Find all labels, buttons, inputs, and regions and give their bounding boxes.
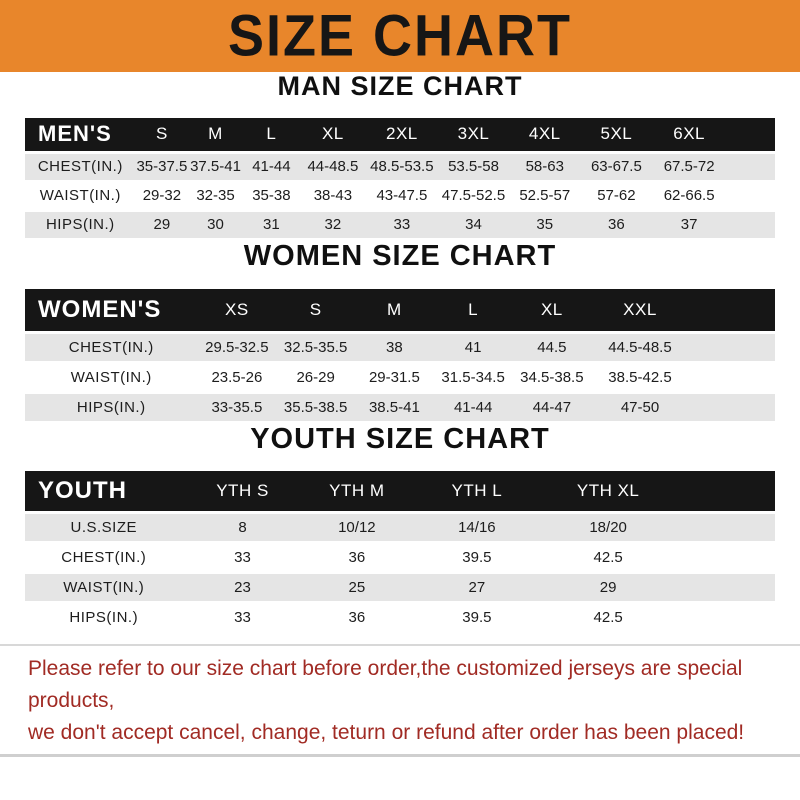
spacer-cell [689,364,775,391]
spacer-cell [674,574,775,601]
spacer-cell [674,471,775,511]
women-section-heading: WOMEN SIZE CHART [243,239,557,272]
row-label: WAIST(IN.) [25,574,183,601]
size-cell: 44.5-48.5 [591,334,689,361]
row-label: WAIST(IN.) [25,183,136,209]
men-col-4xl: 4XL [509,118,580,151]
size-cell: 23 [183,574,303,601]
row-label: U.S.SIZE [25,514,183,541]
size-cell: 42.5 [543,604,674,631]
size-cell: 23.5-26 [198,364,277,391]
size-cell: 29-31.5 [355,364,434,391]
men-col-2xl: 2XL [366,118,438,151]
women-col-xl: XL [513,289,592,331]
size-cell: 39.5 [411,604,542,631]
row-label: HIPS(IN.) [25,394,198,421]
men-col-m: M [188,118,243,151]
men-table-title: MEN'S [25,118,136,151]
size-cell: 10/12 [303,514,412,541]
size-cell: 33 [183,544,303,571]
size-cell: 38.5-41 [355,394,434,421]
men-col-5xl: 5XL [580,118,652,151]
youth-size-table [25,468,775,634]
men-size-table [25,115,775,241]
youth-col-s: YTH S [183,471,303,511]
men-waist-row [25,183,775,209]
size-cell: 26-29 [276,364,355,391]
women-col-xs: XS [198,289,277,331]
women-col-m: M [355,289,434,331]
size-cell: 36 [303,604,412,631]
size-cell: 58-63 [509,154,580,180]
youth-col-xl: YTH XL [543,471,674,511]
spacer-cell [674,544,775,571]
size-cell: 39.5 [411,544,542,571]
size-cell: 18/20 [543,514,674,541]
men-hips-row [25,212,775,238]
spacer-cell [726,118,775,151]
size-cell: 14/16 [411,514,542,541]
row-label: CHEST(IN.) [25,334,198,361]
man-section-heading: MAN SIZE CHART [277,71,523,101]
size-cell: 57-62 [580,183,652,209]
men-chest-row [25,154,775,180]
size-cell: 36 [580,212,652,238]
size-cell: 31.5-34.5 [434,364,513,391]
footer-line-1: Please refer to our size chart before order,the customized jerseys are special products, [28,657,743,713]
spacer-cell [689,289,775,331]
size-cell: 35-37.5 [136,154,189,180]
size-cell: 29-32 [136,183,189,209]
women-col-l: L [434,289,513,331]
size-cell: 63-67.5 [580,154,652,180]
youth-section-heading: YOUTH SIZE CHART [250,422,550,455]
men-col-6xl: 6XL [652,118,726,151]
size-cell: 52.5-57 [509,183,580,209]
size-cell: 44-48.5 [300,154,366,180]
spacer-cell [726,154,775,180]
size-cell: 29.5-32.5 [198,334,277,361]
size-cell: 67.5-72 [652,154,726,180]
size-cell: 38.5-42.5 [591,364,689,391]
size-cell: 47.5-52.5 [438,183,509,209]
men-col-3xl: 3XL [438,118,509,151]
men-col-xl: XL [300,118,366,151]
size-cell: 33 [183,604,303,631]
women-chest-row [25,334,775,361]
size-cell: 33-35.5 [198,394,277,421]
size-cell: 41-44 [434,394,513,421]
size-cell: 35-38 [243,183,300,209]
size-cell: 35 [509,212,580,238]
spacer-cell [726,212,775,238]
size-cell: 27 [411,574,542,601]
youth-col-m: YTH M [303,471,412,511]
size-cell: 37.5-41 [188,154,243,180]
women-size-table [25,286,775,424]
size-cell: 29 [136,212,189,238]
footer-note [0,644,800,757]
size-cell: 35.5-38.5 [276,394,355,421]
row-label: HIPS(IN.) [25,604,183,631]
size-cell: 30 [188,212,243,238]
women-waist-row [25,364,775,391]
size-cell: 34.5-38.5 [513,364,592,391]
size-cell: 36 [303,544,412,571]
youth-table-title: YOUTH [25,471,183,511]
youth-waist-row [25,574,775,601]
spacer-cell [689,394,775,421]
size-cell: 48.5-53.5 [366,154,438,180]
size-cell: 53.5-58 [438,154,509,180]
size-cell: 62-66.5 [652,183,726,209]
youth-ussize-row [25,514,775,541]
size-chart-banner [0,0,800,72]
women-table-title: WOMEN'S [25,289,198,331]
size-cell: 41-44 [243,154,300,180]
size-cell: 37 [652,212,726,238]
size-cell: 32.5-35.5 [276,334,355,361]
size-cell: 33 [366,212,438,238]
youth-col-l: YTH L [411,471,542,511]
youth-chest-row [25,544,775,571]
size-cell: 47-50 [591,394,689,421]
row-label: WAIST(IN.) [25,364,198,391]
women-col-xxl: XXL [591,289,689,331]
spacer-cell [674,514,775,541]
men-col-s: S [136,118,189,151]
size-cell: 25 [303,574,412,601]
youth-hips-row [25,604,775,631]
size-cell: 38-43 [300,183,366,209]
women-table-header-row [25,289,775,331]
spacer-cell [689,334,775,361]
men-col-l: L [243,118,300,151]
size-cell: 44-47 [513,394,592,421]
size-cell: 32 [300,212,366,238]
size-cell: 44.5 [513,334,592,361]
banner-title: SIZE CHART [228,3,572,69]
footer-line-2: we don't accept cancel, change, teturn or refund after order has been placed! [28,721,745,745]
youth-table-header-row [25,471,775,511]
women-col-s: S [276,289,355,331]
row-label: CHEST(IN.) [25,154,136,180]
size-cell: 31 [243,212,300,238]
men-table-header-row [25,118,775,151]
size-cell: 41 [434,334,513,361]
size-cell: 29 [543,574,674,601]
row-label: HIPS(IN.) [25,212,136,238]
spacer-cell [674,604,775,631]
size-cell: 8 [183,514,303,541]
row-label: CHEST(IN.) [25,544,183,571]
size-cell: 42.5 [543,544,674,571]
size-cell: 43-47.5 [366,183,438,209]
size-cell: 32-35 [188,183,243,209]
spacer-cell [726,183,775,209]
women-hips-row [25,394,775,421]
size-cell: 38 [355,334,434,361]
size-cell: 34 [438,212,509,238]
